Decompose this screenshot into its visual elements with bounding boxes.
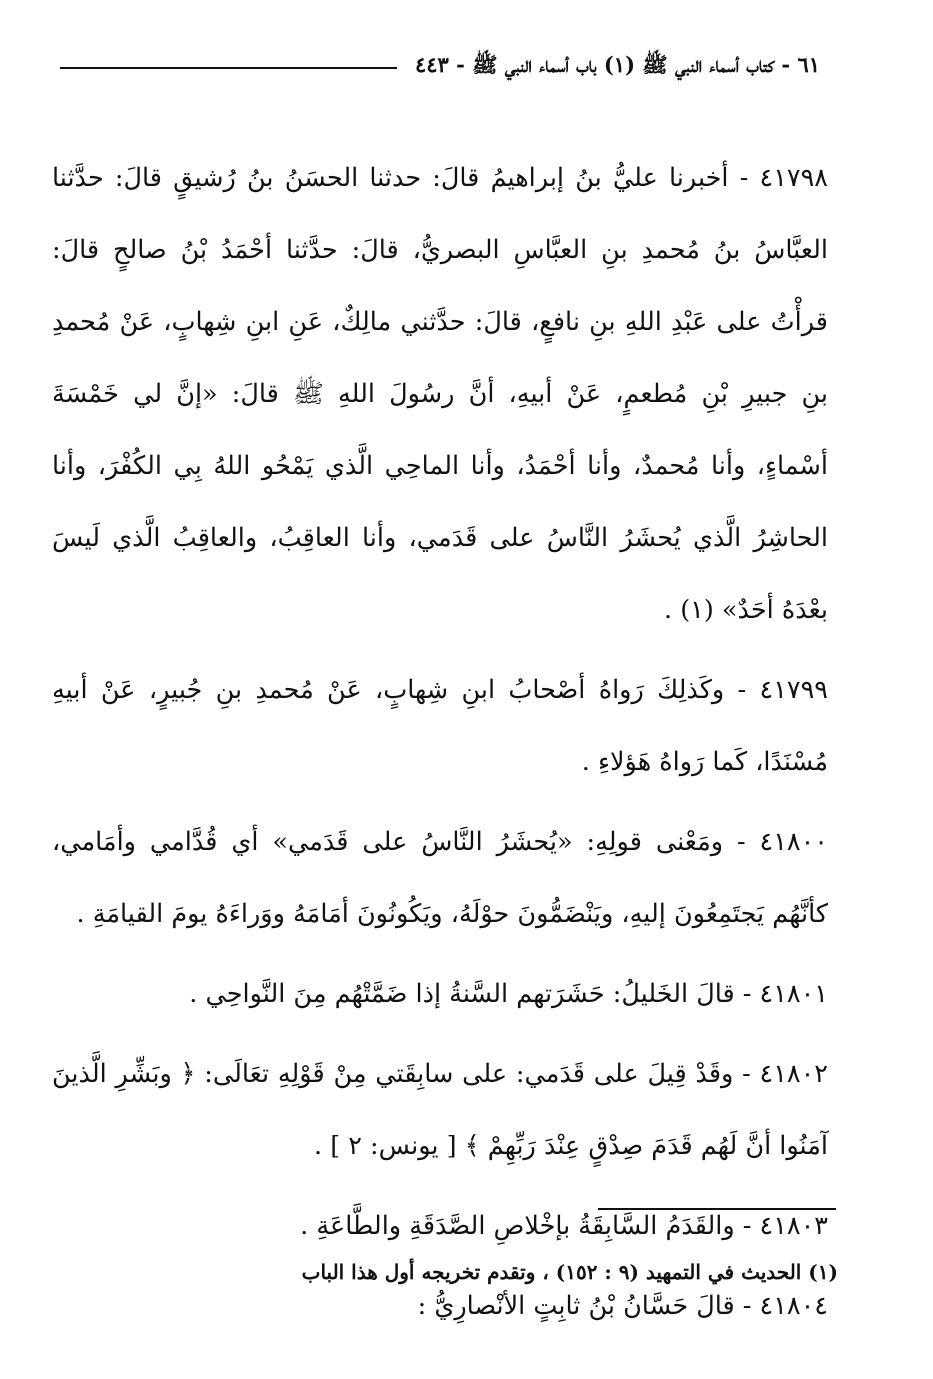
paragraph-41802: ٤١٨٠٢ - وقَدْ قِيلَ على قَدَمي: على سابِقَتي مِنْ قَوْلِهِ تعَالَى: ﴿ وبَشِّرِ الَّذينَ آمَنُوا أنَّ لَهُم قَدَمَ صِدْقٍ عِنْدَ رَبِّهِمْ ﴾ [ يونس: ٢ ] . <box>52 1059 828 1161</box>
running-header <box>60 52 820 83</box>
header-title: ٦١ - كتاب أسماء النبي ﷺ (١) باب أسماء النبي ﷺ - ٤٤٣ <box>414 52 820 77</box>
paragraph-41800: ٤١٨٠٠ - ومَعْنى قولِهِ: «يُحشَرُ النَّاسُ على قَدَمي» أي قُدَّامي وأمَامي، كأنَّهُم يَجتَمِعُونَ إليهِ، ويَنْضَمُّونَ حوْلَهُ، ويَكُونُونَ أمَامَهُ ووَراءَهُ يومَ القيامَةِ . <box>52 827 828 929</box>
footnote: (١) الحديث في التمهيد (٩ : ١٥٢) ، وتقدم تخريجه أول هذا الباب <box>301 1260 838 1284</box>
footnote-separator <box>598 1208 836 1210</box>
paragraph-41799: ٤١٧٩٩ - وكَذلِكَ رَواهُ أصْحابُ ابنِ شِهابٍ، عَنْ مُحمدِ بنِ جُبيرٍ، عَنْ أبيهِ مُسْنَدًا، كَما رَواهُ هَؤلاءِ . <box>52 675 828 777</box>
header-rule <box>60 67 397 69</box>
paragraph-41803: ٤١٨٠٣ - والقَدَمُ السَّابِقَةُ بإخْلاصِ الصَّدَقَةِ والطَّاعَةِ . <box>300 1211 828 1241</box>
main-text <box>52 142 828 1350</box>
paragraph-41798: ٤١٧٩٨ - أخبرنا عليُّ بنُ إبراهيمُ قالَ: حدثنا الحسَنُ بنُ رُشيقٍ قالَ: حدَّثنا العبَّاسُ بنُ مُحمدِ بنِ العبَّاسِ البصريُّ، قالَ: حدَّثنا أحْمَدُ بْنُ صالحٍ قالَ: قرأْتُ على عَبْدِ اللهِ بنِ نافعٍ، قالَ: حدَّثني مالِكٌ، عَنِ ابنِ شِهابٍ، عَنْ مُحمدِ بنِ جبيرِ بْنِ مُطعمٍ، عَنْ أبيهِ، أنَّ رسُولَ اللهِ ﷺ قالَ: «إنَّ لي خَمْسَةَ أسْماءٍ، وأنا مُحمدٌ، وأنا أحْمَدُ، وأنا الماحِي الَّذي يَمْحُو اللهُ بِي الكُفْرَ، وأنا الحاشِرُ الَّذي يُحشَرُ النَّاسُ على قَدَمي، وأنا العاقِبُ، والعاقِبُ الَّذي لَيسَ بعْدَهُ أحَدٌ» (١) . <box>52 163 828 625</box>
paragraph-41801: ٤١٨٠١ - قالَ الخَليلُ: حَشَرَتهم السَّنةُ إذا ضَمَّتْهُم مِنَ النَّواحِي . <box>189 979 828 1009</box>
paragraph-41804: ٤١٨٠٤ - قالَ حَسَّانُ بْنُ ثابِتٍ الأنْصارِيُّ : <box>417 1291 828 1321</box>
